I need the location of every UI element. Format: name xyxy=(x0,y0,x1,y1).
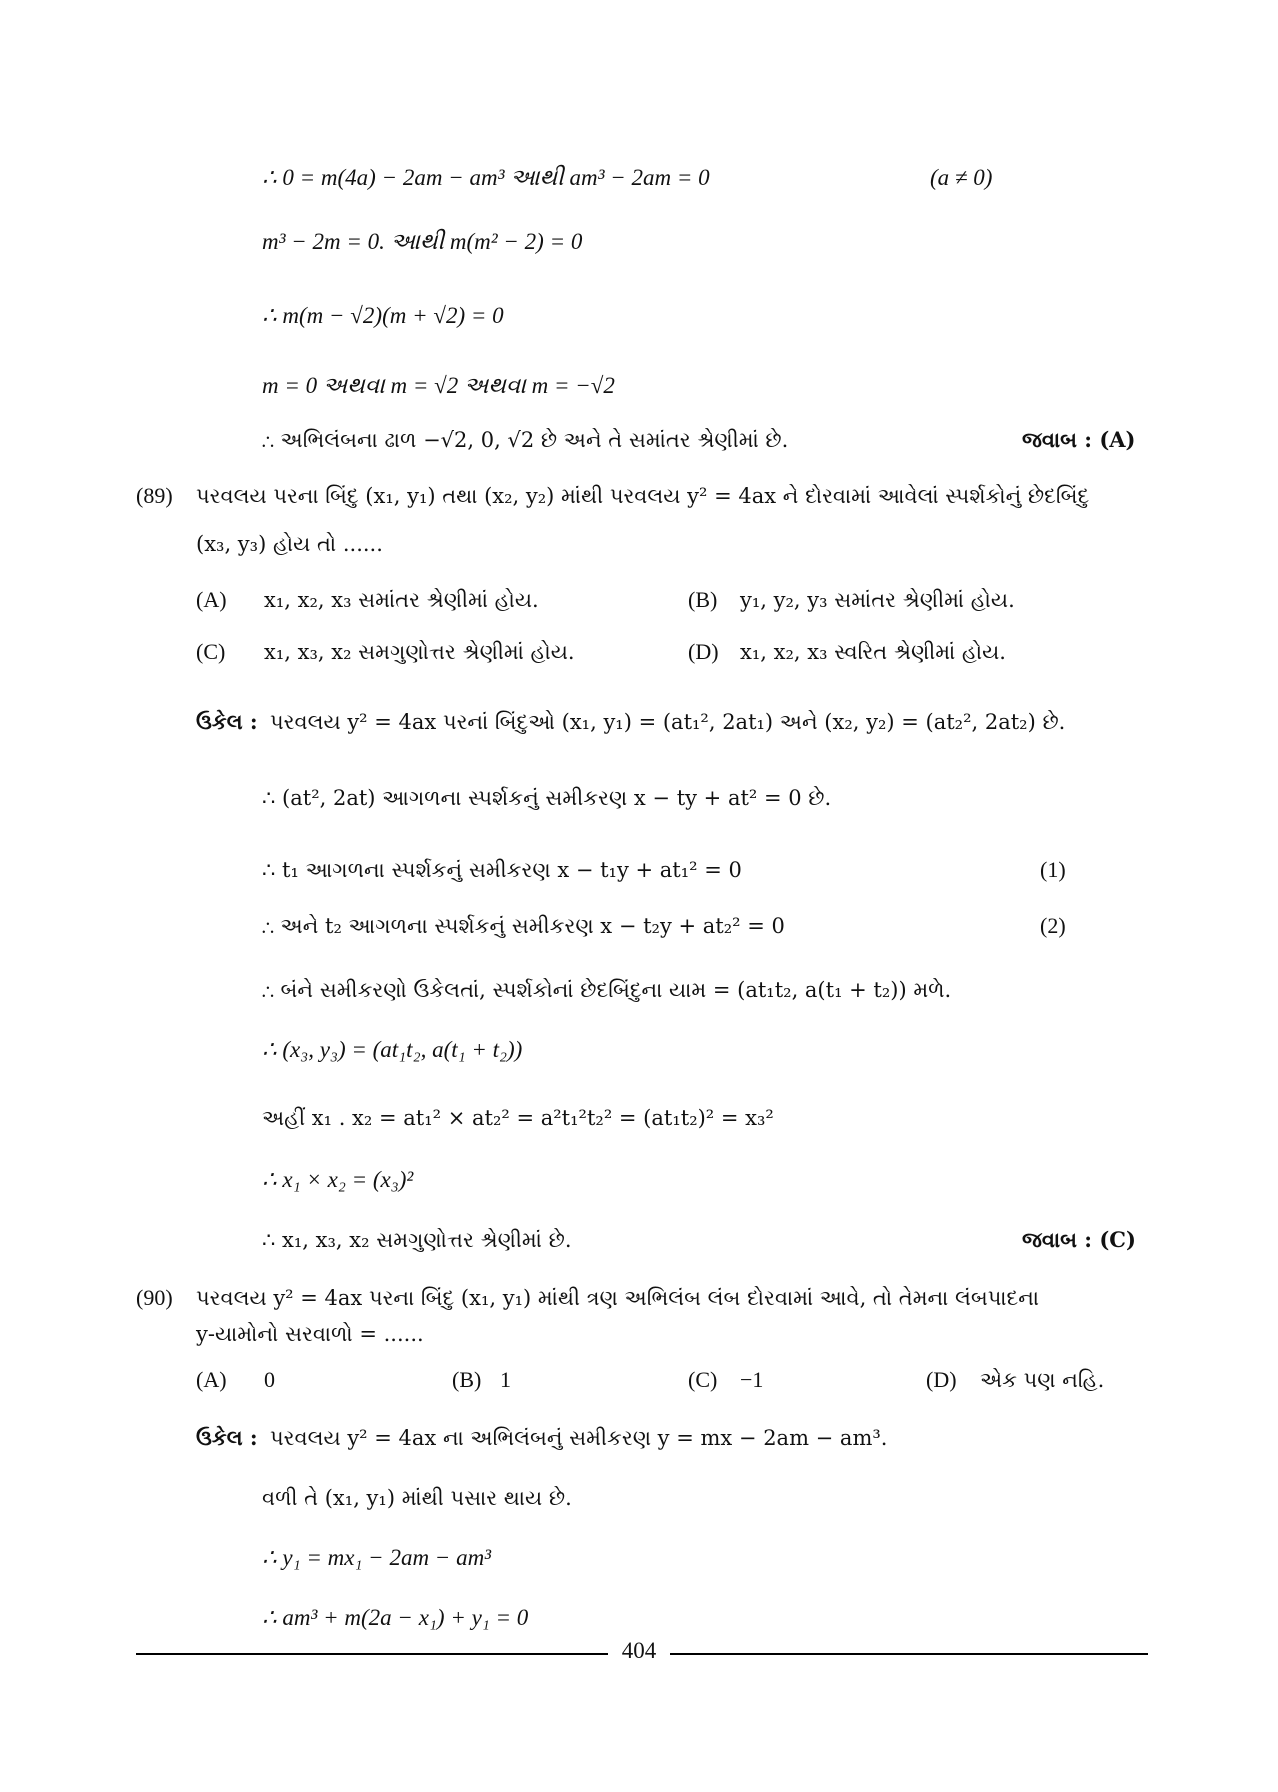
q90-solution-line-4: ∴ am³ + m(2a − x₁) + y₁ = 0 xyxy=(262,1605,529,1630)
q89-option-a-text: x₁, x₂, x₃ સમાંતર શ્રેણીમાં હોય. xyxy=(264,588,539,612)
eq-line-5: ∴ અભિલંબના ઢાળ −√2, 0, √2 છે અને તે સમાંતર શ્રેણીમાં છે. xyxy=(262,428,789,452)
q90-number: (90) xyxy=(136,1285,173,1310)
q89-text-line-2: (x₃, y₃) હોય તો ...... xyxy=(196,532,383,556)
q90-text-line-1: પરવલય y² = 4ax પરના બિંદુ (x₁, y₁) માંથી ત્રણ અભિલંબ લંબ દોરવામાં આવે, તો તેમના લંબપાદના xyxy=(196,1286,1040,1310)
footer-rule-left xyxy=(136,1653,608,1655)
q89-eq-number-1: (1) xyxy=(1040,857,1066,882)
q89-solution-label: ઉકેલ : xyxy=(196,709,258,734)
eq-line-2: m³ − 2m = 0. આથી m(m² − 2) = 0 xyxy=(262,229,583,254)
q89-option-c-text: x₁, x₃, x₂ સમગુણોત્તર શ્રેણીમાં હોય. xyxy=(264,640,575,664)
q89-option-b-label: (B) xyxy=(688,587,718,612)
q89-number: (89) xyxy=(136,483,173,508)
eq-line-3: ∴ m(m − √2)(m + √2) = 0 xyxy=(262,303,504,328)
q89-option-b-text: y₁, y₂, y₃ સમાંતર શ્રેણીમાં હોય. xyxy=(740,588,1015,612)
q90-text-line-2: y-યામોનો સરવાળો = ...... xyxy=(196,1322,424,1346)
q89-solution-line-5: ∴ બંને સમીકરણો ઉકેલતાં, સ્પર્શકોનાં છેદબિંદુના યામ = (at₁t₂, a(t₁ + t₂)) મળે. xyxy=(262,978,952,1002)
q89-solution-line-9: ∴ x₁, x₃, x₂ સમગુણોત્તર શ્રેણીમાં છે. xyxy=(262,1228,572,1252)
q89-option-a-label: (A) xyxy=(196,587,227,612)
q90-option-a-label: (A) xyxy=(196,1367,227,1392)
q89-solution-line-6: ∴ (x₃, y₃) = (at₁t₂, a(t₁ + t₂)) xyxy=(262,1037,523,1062)
q89-solution-line-2: ∴ (at², 2at) આગળના સ્પર્શકનું સમીકરણ x − ty + at² = 0 છે. xyxy=(262,786,832,810)
page-number: 404 xyxy=(621,1638,657,1663)
q89-option-c-label: (C) xyxy=(196,639,226,664)
q89-option-d-label: (D) xyxy=(688,639,719,664)
eq-note-a-nonzero: (a ≠ 0) xyxy=(930,165,993,190)
q89-solution-line-4: ∴ અને t₂ આગળના સ્પર્શકનું સમીકરણ x − t₂y + at₂² = 0 xyxy=(262,914,785,938)
q89-solution-line-1: પરવલય y² = 4ax પરનાં બિંદુઓ (x₁, y₁) = (at₁², 2at₁) અને (x₂, y₂) = (at₂², 2at₂) છે. xyxy=(270,710,1066,734)
q90-option-c-text: −1 xyxy=(740,1367,764,1392)
q90-option-a-text: 0 xyxy=(264,1367,275,1392)
q89-eq-number-2: (2) xyxy=(1040,913,1066,938)
q90-option-b-text: 1 xyxy=(500,1367,511,1392)
q89-text-line-1: પરવલય પરના બિંદુ (x₁, y₁) તથા (x₂, y₂) માંથી પરવલય y² = 4ax ને દોરવામાં આવેલાં સ્પર્શકોનું છેદબિંદુ xyxy=(196,484,1090,508)
q89-solution-line-3: ∴ t₁ આગળના સ્પર્શકનું સમીકરણ x − t₁y + at₁² = 0 xyxy=(262,858,742,882)
q90-solution-line-2: વળી તે (x₁, y₁) માંથી પસાર થાય છે. xyxy=(262,1486,572,1510)
q89-option-d-text: x₁, x₂, x₃ સ્વરિત શ્રેણીમાં હોય. xyxy=(740,640,1006,664)
q89-solution-line-7: અહીં x₁ . x₂ = at₁² × at₂² = a²t₁²t₂² = (at₁t₂)² = x₃² xyxy=(262,1106,774,1130)
q90-option-d-label: (D) xyxy=(926,1367,957,1392)
q90-option-b-label: (B) xyxy=(452,1367,482,1392)
answer-a: જવાબ : (A) xyxy=(1022,427,1136,452)
q90-solution-line-1: પરવલય y² = 4ax ના અભિલંબનું સમીકરણ y = mx − 2am − am³. xyxy=(270,1426,888,1450)
q90-solution-label: ઉકેલ : xyxy=(196,1425,258,1450)
q90-option-c-label: (C) xyxy=(688,1367,718,1392)
q89-solution-line-8: ∴ x₁ × x₂ = (x₃)² xyxy=(262,1167,414,1192)
eq-line-1: ∴ 0 = m(4a) − 2am − am³ આથી am³ − 2am = 0 xyxy=(262,165,710,190)
q90-solution-line-3: ∴ y₁ = mx₁ − 2am − am³ xyxy=(262,1545,492,1570)
q90-option-d-text: એક પણ નહિ. xyxy=(980,1368,1105,1392)
answer-c: જવાબ : (C) xyxy=(1022,1227,1136,1252)
eq-line-4: m = 0 અથવા m = √2 અથવા m = −√2 xyxy=(262,373,615,398)
footer-rule-right xyxy=(670,1653,1148,1655)
